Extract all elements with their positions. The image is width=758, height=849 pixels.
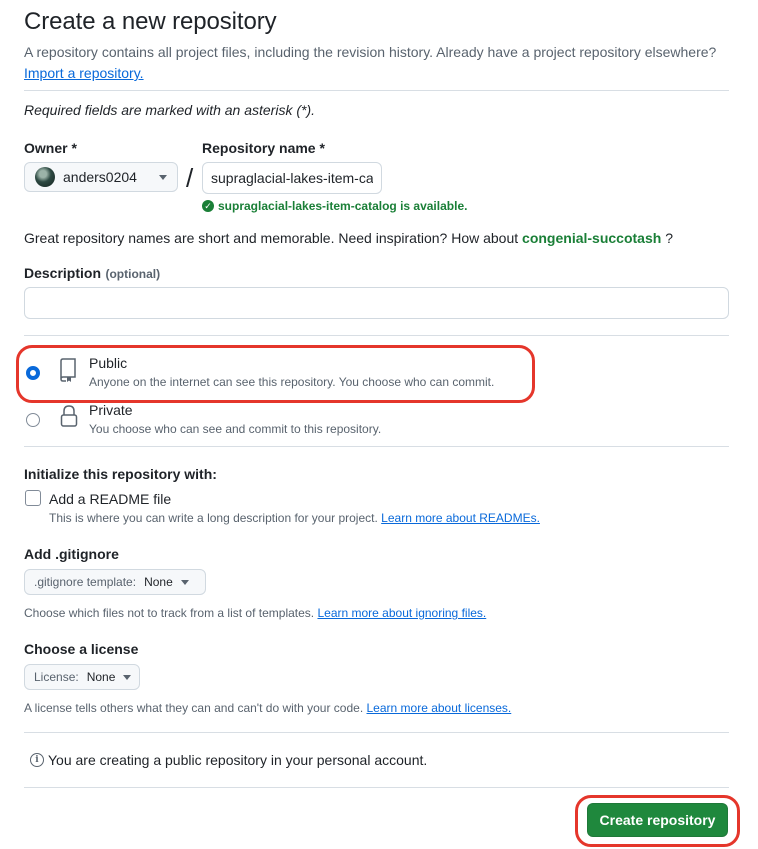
- divider: [24, 90, 729, 91]
- readme-help-text: This is where you can write a long description for your project.: [49, 511, 378, 525]
- divider: [24, 732, 729, 733]
- gitignore-template-dropdown[interactable]: [24, 569, 206, 595]
- public-subtitle: Anyone on the internet can see this repository. You choose who can commit.: [89, 375, 495, 389]
- info-icon: i: [30, 753, 44, 767]
- readme-label[interactable]: Add a README file: [49, 491, 172, 507]
- license-dropdown[interactable]: [24, 664, 140, 690]
- gitignore-select-value: None: [144, 575, 173, 589]
- chevron-down-icon: [123, 675, 131, 680]
- name-suggestion[interactable]: congenial-succotash: [522, 230, 662, 246]
- check-circle-icon: ✓: [202, 200, 214, 212]
- repo-name-input[interactable]: [202, 162, 382, 194]
- license-select-value: None: [86, 670, 116, 684]
- init-heading: Initialize this repository with:: [24, 466, 217, 482]
- public-radio[interactable]: [26, 366, 40, 380]
- readme-checkbox[interactable]: [25, 490, 41, 506]
- readme-help: [49, 511, 540, 525]
- description-input[interactable]: [24, 287, 729, 319]
- availability-text: supraglacial-lakes-item-catalog is available.: [218, 199, 468, 213]
- divider: [24, 446, 729, 447]
- info-note-text: You are creating a public repository in your personal account.: [48, 752, 428, 768]
- public-title: Public: [89, 355, 128, 371]
- inspiration-lead: Great repository names are short and memorable. Need inspiration? How about: [24, 230, 519, 246]
- lock-icon: [60, 404, 78, 428]
- owner-dropdown[interactable]: [24, 162, 178, 192]
- owner-label: Owner *: [24, 140, 77, 156]
- repo-icon: [59, 358, 77, 382]
- license-learn-more-link[interactable]: Learn more about licenses.: [366, 701, 512, 715]
- private-radio[interactable]: [26, 413, 40, 427]
- availability-message: [202, 199, 467, 213]
- gitignore-select-label: .gitignore template:: [34, 575, 137, 589]
- public-option-highlight: [16, 345, 535, 403]
- owner-name: anders0204: [63, 169, 137, 185]
- license-help-text: A license tells others what they can and can't do with your code.: [24, 701, 364, 715]
- license-heading: Choose a license: [24, 641, 139, 657]
- info-note: [30, 752, 427, 768]
- create-repository-button[interactable]: Create repository: [587, 803, 728, 837]
- description-label-row: [24, 265, 160, 283]
- license-help: [24, 701, 511, 715]
- private-title: Private: [89, 402, 133, 418]
- owner-repo-separator: /: [186, 163, 194, 193]
- license-select-label: License:: [34, 670, 79, 684]
- required-note: Required fields are marked with an asterisk (*).: [24, 102, 316, 118]
- repo-name-label: Repository name *: [202, 140, 325, 156]
- gitignore-learn-more-link[interactable]: Learn more about ignoring files.: [317, 606, 487, 620]
- gitignore-help-text: Choose which files not to track from a list of templates.: [24, 606, 315, 620]
- inspiration-text: [24, 230, 673, 246]
- chevron-down-icon: [159, 175, 167, 180]
- optional-tag: (optional): [105, 267, 161, 281]
- gitignore-help: [24, 606, 486, 620]
- divider: [24, 335, 729, 336]
- inspiration-suffix: ?: [665, 230, 673, 246]
- page-title: Create a new repository: [24, 8, 277, 35]
- import-repository-link[interactable]: Import a repository.: [24, 65, 144, 81]
- gitignore-heading: Add .gitignore: [24, 546, 119, 562]
- divider: [24, 787, 729, 788]
- description-label: Description: [24, 265, 102, 281]
- page-lead: [24, 42, 724, 84]
- private-subtitle: You choose who can see and commit to this repository.: [89, 422, 382, 436]
- readme-learn-more-link[interactable]: Learn more about READMEs.: [381, 511, 540, 525]
- lead-text: A repository contains all project files, including the revision history. Already have a project repository elsewhere?: [24, 44, 717, 60]
- avatar: [35, 167, 55, 187]
- chevron-down-icon: [181, 580, 189, 585]
